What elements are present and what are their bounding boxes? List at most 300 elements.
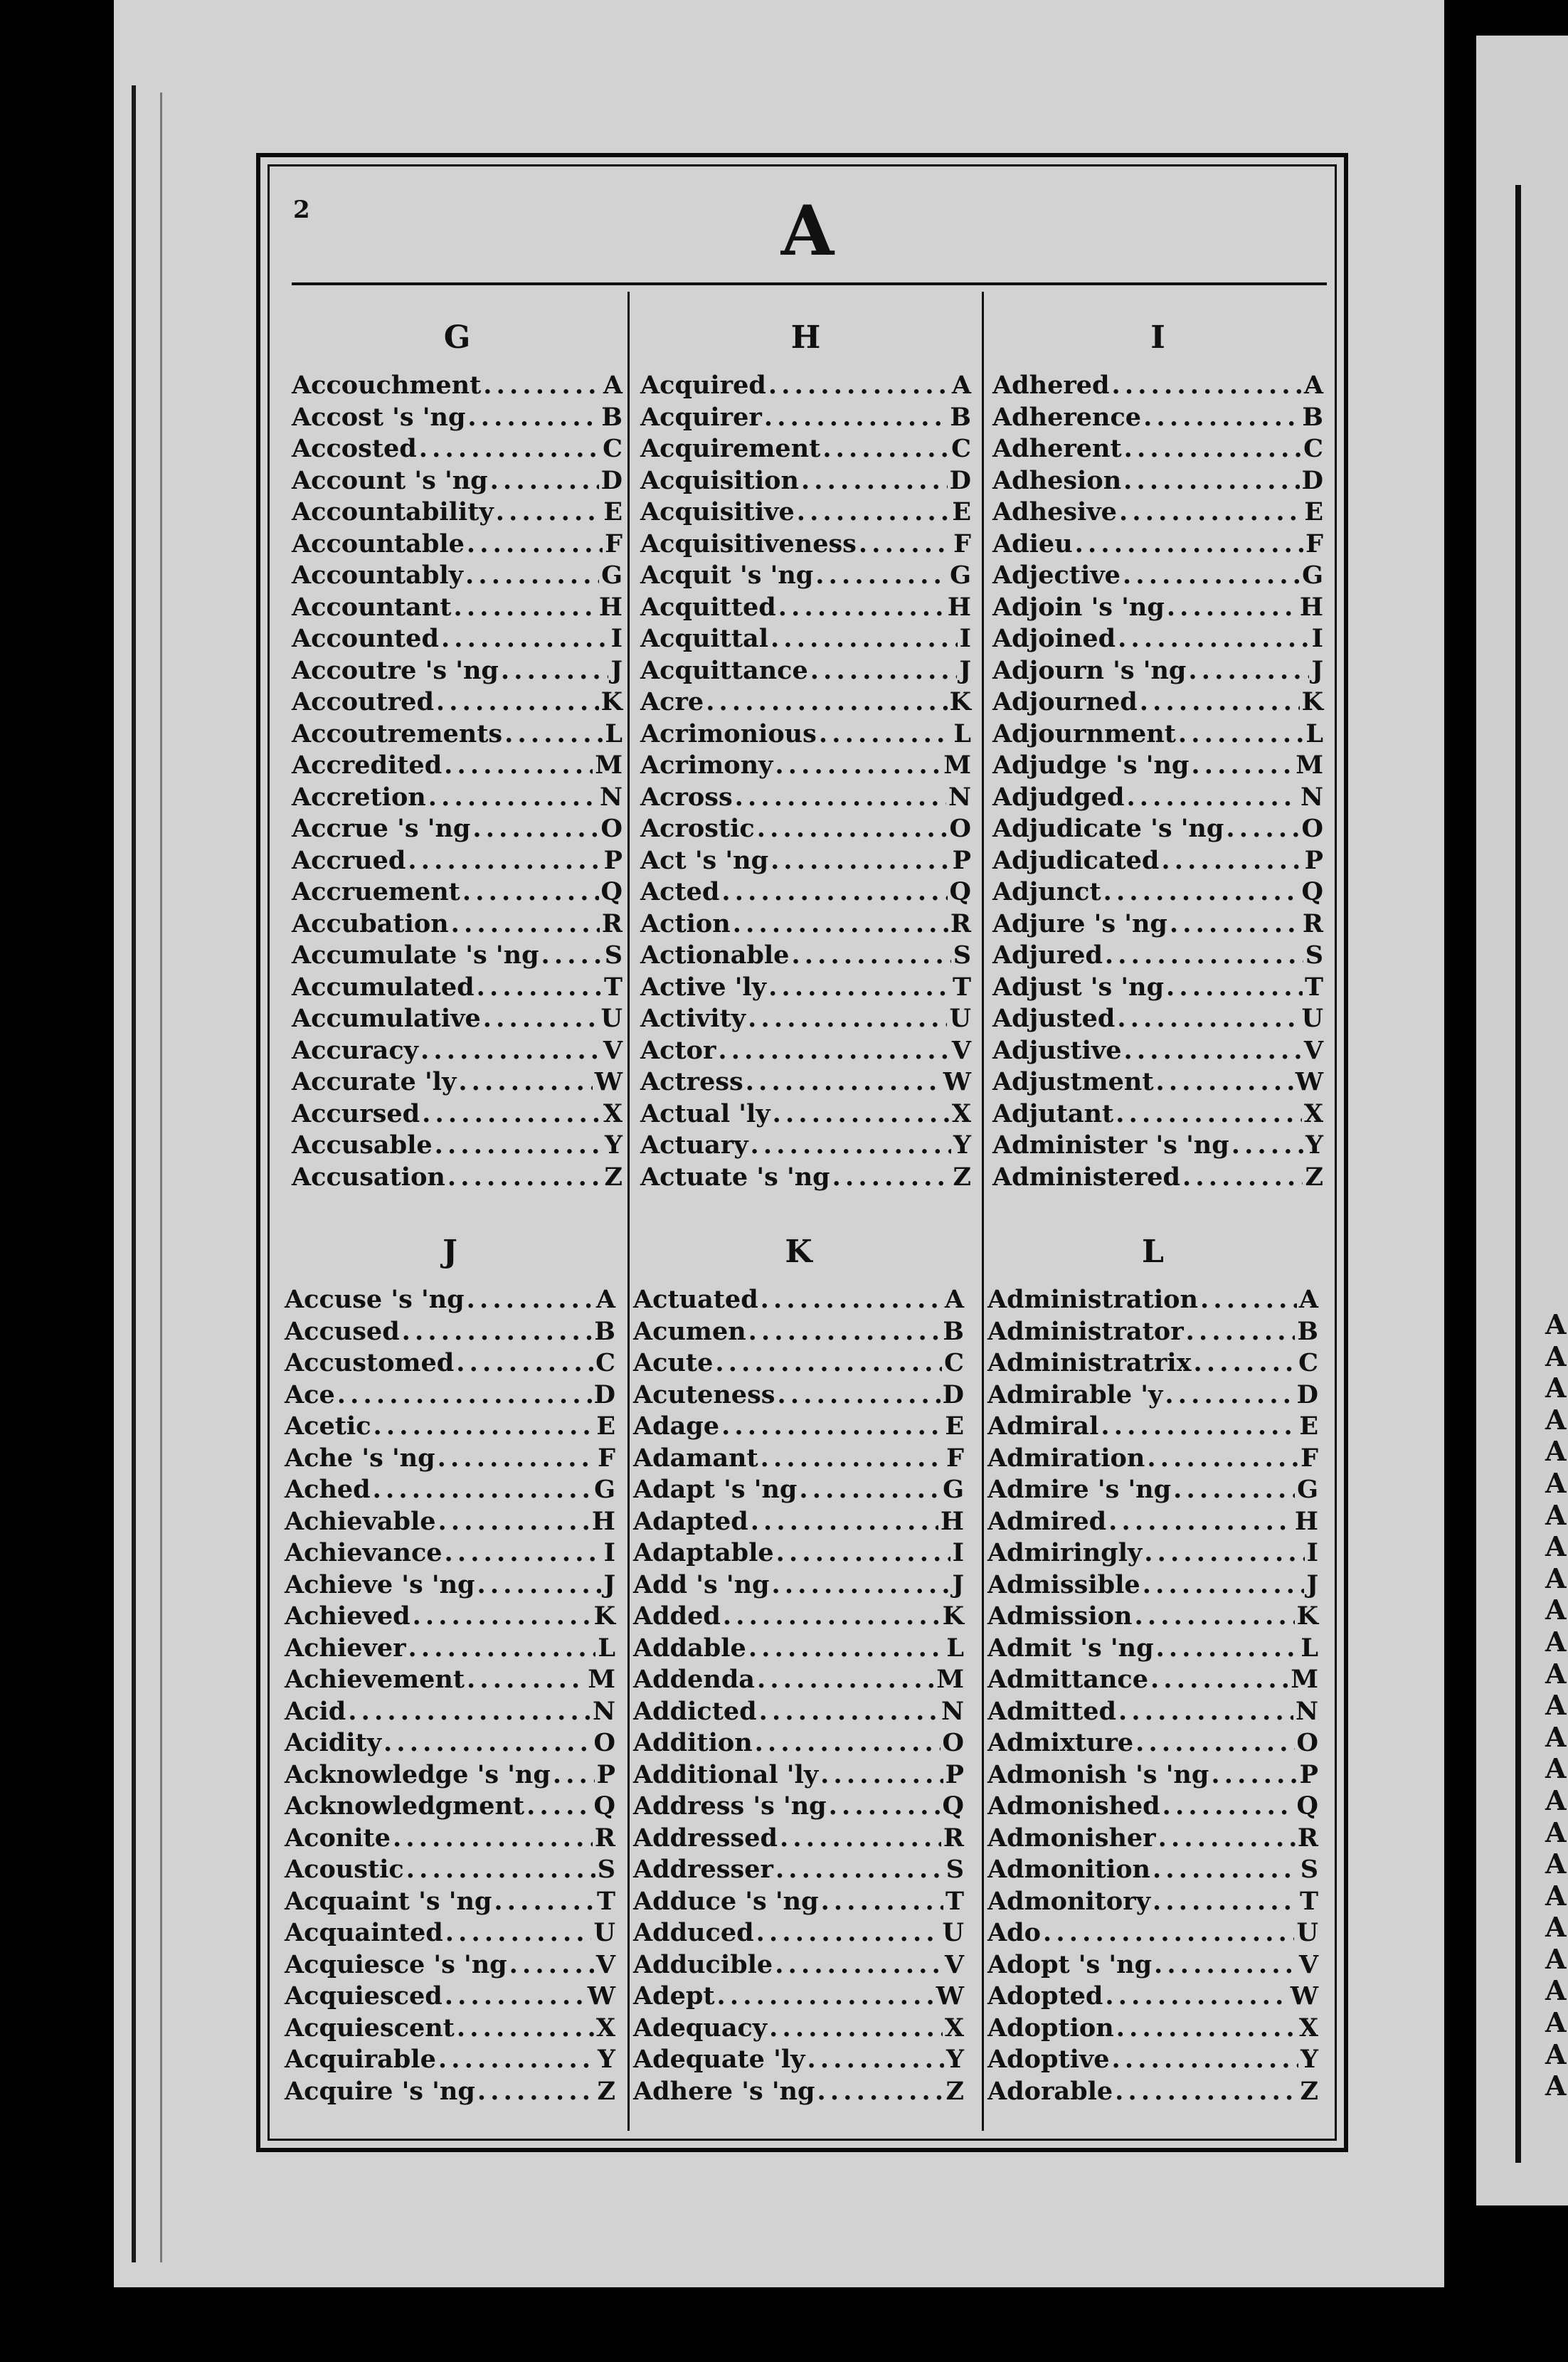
index-entry — [633, 1411, 964, 1443]
dot-leader — [1124, 1035, 1302, 1067]
adjacent-letter: A — [1545, 1340, 1567, 1372]
index-entry — [987, 1633, 1318, 1665]
entry-word: Added — [633, 1601, 721, 1631]
entry-word: Adjured — [992, 941, 1103, 970]
index-entry — [640, 845, 971, 877]
entry-code: W — [587, 1981, 615, 2011]
dot-leader — [706, 687, 947, 719]
index-entry — [640, 1035, 971, 1067]
dot-leader — [791, 940, 950, 972]
index-entry — [633, 1379, 964, 1412]
entry-code: V — [1298, 1949, 1318, 1979]
dot-leader — [477, 2076, 595, 2108]
index-entry — [992, 1066, 1323, 1098]
entry-word: Acquaint 's 'ng — [285, 1886, 492, 1916]
index-entry — [633, 1633, 964, 1665]
entry-code: P — [1299, 1759, 1318, 1789]
dot-leader — [451, 909, 600, 941]
entry-code: F — [598, 1443, 615, 1473]
entry-code: L — [953, 719, 971, 748]
index-entry — [285, 1316, 615, 1348]
index-entry — [640, 782, 971, 814]
entry-code: U — [1301, 1004, 1323, 1033]
entry-code: F — [1301, 1443, 1318, 1473]
index-entry — [640, 719, 971, 751]
entry-word: Achievable — [285, 1506, 436, 1536]
dot-leader — [553, 1759, 595, 1791]
index-entry — [633, 2013, 964, 2045]
entry-code: X — [951, 1098, 971, 1128]
dot-leader — [1154, 1949, 1297, 1981]
entry-word: Adducible — [633, 1949, 773, 1979]
entry-code: N — [1301, 782, 1323, 812]
entry-word: Acquisitiveness — [640, 529, 857, 558]
entry-word: Adaptable — [633, 1538, 774, 1567]
entry-code: I — [1311, 624, 1323, 653]
adjacent-letter: A — [1545, 1372, 1567, 1404]
entry-code: L — [946, 1633, 964, 1663]
index-entry — [285, 1854, 615, 1886]
dot-leader — [1123, 560, 1300, 592]
index-entry — [987, 1347, 1318, 1379]
index-entry — [987, 1981, 1318, 2013]
entry-code: D — [593, 1379, 615, 1409]
entry-word: Actress — [640, 1067, 743, 1096]
index-entry — [285, 1506, 615, 1538]
dot-leader — [1118, 1696, 1293, 1728]
dot-leader — [748, 1003, 947, 1035]
index-entry — [992, 560, 1323, 592]
entry-word: Adopted — [987, 1981, 1103, 2011]
dot-leader — [751, 1130, 951, 1162]
index-entry — [285, 1379, 615, 1412]
entry-word: Adept — [633, 1981, 715, 2011]
index-entry — [992, 1003, 1323, 1035]
index-entry — [640, 655, 971, 687]
entry-code: Z — [1305, 1162, 1323, 1192]
dot-leader — [1231, 1130, 1303, 1162]
dot-leader — [759, 1696, 939, 1728]
entry-word: Acquittance — [640, 655, 808, 685]
entry-code: K — [949, 687, 971, 716]
entry-word: Achievance — [285, 1538, 443, 1567]
index-entry — [987, 1537, 1318, 1569]
entry-word: Acumen — [633, 1316, 746, 1346]
adjacent-letter: A — [1545, 1562, 1567, 1594]
section-letter: J — [443, 1234, 457, 1270]
adjacent-letter: A — [1545, 1784, 1567, 1816]
entry-word: Actuate 's 'ng — [640, 1162, 830, 1192]
index-entry — [992, 1130, 1323, 1162]
entry-word: Actor — [640, 1035, 716, 1065]
entry-word: Admittance — [987, 1665, 1148, 1694]
entry-code: H — [940, 1506, 964, 1536]
dot-leader — [1112, 370, 1302, 402]
index-entry — [285, 1284, 615, 1316]
entry-code: Q — [1296, 1791, 1318, 1821]
entry-word: Accountable — [292, 529, 465, 558]
dot-leader — [799, 1474, 941, 1506]
index-entry — [633, 1917, 964, 1949]
index-entry — [285, 1727, 615, 1759]
dot-leader — [780, 1823, 941, 1855]
entry-word: Acquirer — [640, 402, 762, 432]
index-entry — [992, 370, 1323, 402]
index-entry — [285, 1696, 615, 1728]
entry-code: S — [1305, 941, 1323, 970]
index-entry — [633, 1981, 964, 2013]
entry-code: M — [1296, 751, 1323, 780]
entry-word: Action — [640, 909, 731, 938]
index-entry — [292, 719, 623, 751]
dot-leader — [1165, 1379, 1294, 1412]
entry-word: Administrator — [987, 1316, 1184, 1346]
entry-code: P — [603, 845, 623, 875]
index-entry — [640, 465, 971, 497]
dot-leader — [821, 1886, 943, 1918]
adjacent-letter: A — [1545, 1403, 1567, 1436]
index-entry — [987, 1823, 1318, 1855]
dot-leader — [337, 1379, 592, 1412]
adjacent-letter: A — [1545, 1308, 1567, 1340]
entry-code: D — [949, 465, 971, 495]
dot-leader — [819, 719, 952, 751]
dot-leader — [770, 623, 958, 655]
dot-leader — [1143, 1569, 1305, 1601]
index-entry — [285, 1823, 615, 1855]
index-entry — [292, 529, 623, 561]
index-entry — [285, 2044, 615, 2076]
entry-word: Adherence — [992, 402, 1142, 432]
entry-code: L — [605, 719, 623, 748]
dot-leader — [1117, 1003, 1299, 1035]
entry-word: Additional 'ly — [633, 1759, 819, 1789]
entry-code: Z — [953, 1162, 971, 1192]
index-entry — [292, 623, 623, 655]
index-entry — [640, 877, 971, 909]
entry-word: Accumulate 's 'ng — [292, 941, 539, 970]
entry-code: J — [603, 1569, 615, 1599]
index-entry — [292, 655, 623, 687]
entry-word: Addenda — [633, 1665, 755, 1694]
index-entry — [633, 1886, 964, 1918]
entry-word: Adhesion — [992, 465, 1122, 495]
dot-leader — [1150, 1664, 1288, 1696]
dot-leader — [472, 813, 598, 845]
index-entry — [292, 1162, 623, 1194]
index-entry — [987, 2013, 1318, 2045]
index-entry — [987, 1886, 1318, 1918]
dot-leader — [428, 782, 598, 814]
dot-leader — [717, 1981, 934, 2013]
entry-word: Accrue 's 'ng — [292, 814, 471, 843]
index-entry — [292, 877, 623, 909]
entry-word: Adequacy — [633, 2013, 768, 2043]
entry-code: K — [1301, 687, 1323, 716]
index-entry — [992, 623, 1323, 655]
entry-word: Adage — [633, 1412, 720, 1441]
entry-code: C — [951, 434, 971, 463]
entry-word: Adhered — [992, 371, 1110, 400]
adjacent-letter: A — [1545, 1879, 1567, 1912]
entry-code: W — [936, 1981, 964, 2011]
entry-word: Acquisitive — [640, 497, 795, 526]
dot-leader — [735, 782, 946, 814]
entry-word: Admired — [987, 1506, 1107, 1536]
dot-leader — [383, 1727, 591, 1759]
entry-code: D — [942, 1379, 964, 1409]
entry-code: B — [943, 1316, 964, 1346]
page-number: 2 — [293, 196, 310, 224]
entry-code: K — [593, 1601, 615, 1631]
entry-word: Admiringly — [987, 1538, 1143, 1567]
entry-code: G — [1297, 1475, 1318, 1504]
entry-code: Y — [1305, 1130, 1323, 1160]
entry-code: Q — [593, 1791, 615, 1821]
entry-word: Accounted — [292, 624, 439, 653]
dot-leader — [422, 1098, 601, 1130]
entry-code: A — [595, 1285, 615, 1314]
adjacent-letter: A — [1545, 1911, 1567, 1944]
index-entry — [992, 1162, 1323, 1194]
entry-word: Acrostic — [640, 814, 755, 843]
entry-word: Admitted — [987, 1696, 1117, 1726]
entry-code: P — [1304, 845, 1323, 875]
entry-word: Accretion — [292, 782, 426, 812]
adjacent-letter: A — [1545, 1498, 1567, 1531]
entry-word: Acknowledge 's 'ng — [285, 1759, 551, 1789]
entry-word: Accost 's 'ng — [292, 402, 466, 432]
index-entry — [633, 1347, 964, 1379]
index-entry — [987, 1474, 1318, 1506]
dot-leader — [1153, 1854, 1298, 1886]
entry-code: Z — [597, 2076, 615, 2106]
entry-code: X — [603, 1098, 623, 1128]
heading-letter: A — [780, 191, 835, 271]
entry-word: Acquiescent — [285, 2013, 455, 2043]
entry-word: Accumulative — [292, 1004, 481, 1033]
entry-code: U — [600, 1004, 623, 1033]
index-entry — [987, 1601, 1318, 1633]
entry-code: A — [1303, 371, 1323, 400]
entry-code: H — [591, 1506, 615, 1536]
index-entry — [640, 402, 971, 434]
index-entry — [285, 1601, 615, 1633]
entry-code: M — [1291, 1665, 1318, 1694]
entry-word: Accuracy — [292, 1035, 418, 1065]
entry-word: Acute — [633, 1348, 714, 1377]
entry-word: Adjutant — [992, 1098, 1114, 1128]
dot-leader — [467, 529, 603, 561]
index-entry — [992, 529, 1323, 561]
entry-word: Adamant — [633, 1443, 758, 1473]
index-entry — [992, 750, 1323, 782]
entry-word: Address 's 'ng — [633, 1791, 827, 1821]
index-entry — [992, 402, 1323, 434]
dot-leader — [775, 750, 941, 782]
dot-leader — [757, 813, 948, 845]
dot-leader — [746, 1066, 941, 1098]
dot-leader — [408, 1633, 596, 1665]
entry-word: Achiever — [285, 1633, 406, 1663]
entry-code: C — [595, 1348, 615, 1377]
index-entry — [285, 1791, 615, 1823]
entry-word: Acquire 's 'ng — [285, 2076, 475, 2106]
dot-leader — [764, 402, 948, 434]
dot-leader — [1134, 1601, 1294, 1633]
entry-word: Acquiesced — [285, 1981, 443, 2011]
entry-word: Adopt 's 'ng — [987, 1949, 1153, 1979]
index-entry — [987, 1443, 1318, 1475]
adjacent-letter: A — [1545, 1720, 1567, 1753]
entry-code: R — [594, 1823, 615, 1853]
dot-leader — [1116, 1098, 1302, 1130]
index-entry — [285, 1474, 615, 1506]
entry-code: F — [953, 529, 971, 558]
entry-code: Q — [949, 877, 971, 906]
dot-leader — [494, 1886, 595, 1918]
entry-word: Accosted — [292, 434, 417, 463]
adjacent-letter: A — [1545, 1848, 1567, 1880]
entry-word: Admixture — [987, 1728, 1134, 1757]
entry-word: Adjudged — [992, 782, 1125, 812]
dot-leader — [1147, 1443, 1298, 1475]
entry-word: Accusable — [292, 1130, 433, 1160]
entry-code: N — [600, 782, 623, 812]
index-section-l — [987, 1220, 1318, 2107]
entry-code: S — [604, 941, 623, 970]
index-entry — [292, 687, 623, 719]
entry-code: Y — [598, 2045, 615, 2074]
entry-word: Achieve 's 'ng — [285, 1569, 475, 1599]
index-entry — [633, 2076, 964, 2108]
index-entry — [640, 1003, 971, 1035]
dot-leader — [1156, 1066, 1293, 1098]
entry-code: A — [951, 371, 971, 400]
dot-leader — [1167, 592, 1298, 624]
adjacent-letter: A — [1545, 1752, 1567, 1785]
entry-code: Y — [1301, 2045, 1318, 2074]
dot-leader — [1158, 1823, 1296, 1855]
entry-word: Acquittal — [640, 624, 768, 653]
index-entry — [285, 1443, 615, 1475]
entry-word: Acquainted — [285, 1918, 443, 1947]
column-divider-1 — [627, 292, 630, 2131]
index-entry — [992, 687, 1323, 719]
entry-code: D — [600, 465, 623, 495]
entry-word: Adjoined — [992, 624, 1116, 653]
section-letter: I — [1150, 319, 1165, 356]
index-entry — [292, 497, 623, 529]
entry-code: U — [949, 1004, 971, 1033]
dot-leader — [1135, 1727, 1294, 1759]
entry-word: Acknowledgment — [285, 1791, 525, 1821]
heading-rule — [292, 282, 1327, 285]
entry-code: T — [952, 972, 971, 1002]
dot-leader — [483, 370, 601, 402]
index-section-g — [292, 306, 623, 1193]
page-edge-line — [132, 85, 136, 2262]
entry-word: Addressed — [633, 1823, 778, 1853]
entry-code: W — [594, 1067, 623, 1096]
entry-word: Accumulated — [292, 972, 475, 1002]
entry-word: Acrimonious — [640, 719, 817, 748]
entry-word: Accurate 'ly — [292, 1067, 457, 1096]
entry-word: Admire 's 'ng — [987, 1475, 1172, 1504]
dot-leader — [438, 1443, 596, 1475]
entry-word: Actuary — [640, 1130, 748, 1160]
entry-code: Y — [605, 1130, 623, 1160]
index-entry — [987, 2076, 1318, 2108]
dot-leader — [822, 433, 949, 465]
index-entry — [987, 1727, 1318, 1759]
section-letter: L — [1142, 1234, 1164, 1270]
dot-leader — [467, 1664, 586, 1696]
dot-leader — [773, 1098, 950, 1130]
index-entry — [285, 1347, 615, 1379]
index-entry — [992, 782, 1323, 814]
index-entry — [987, 1791, 1318, 1823]
entry-code: B — [1302, 402, 1323, 432]
entry-code: G — [1302, 561, 1323, 590]
index-entry — [292, 782, 623, 814]
entry-code: E — [952, 497, 971, 526]
index-entry — [285, 1886, 615, 1918]
section-letter: K — [785, 1234, 812, 1270]
entry-code: T — [945, 1886, 964, 1916]
dot-leader — [820, 1759, 943, 1791]
dot-leader — [465, 560, 599, 592]
index-entry — [640, 909, 971, 941]
dot-leader — [438, 2044, 595, 2076]
index-entry — [285, 2013, 615, 2045]
entry-code: O — [942, 1728, 964, 1757]
index-entry — [987, 1664, 1318, 1696]
entry-word: Accusation — [292, 1162, 445, 1192]
dot-leader — [772, 1569, 950, 1601]
entry-word: Acquirement — [640, 434, 821, 463]
entry-word: Addition — [633, 1728, 753, 1757]
entry-word: Adjustment — [992, 1067, 1154, 1096]
entry-code: O — [593, 1728, 615, 1757]
dot-leader — [526, 1791, 591, 1823]
index-entry — [992, 655, 1323, 687]
entry-code: W — [1290, 1981, 1318, 2011]
entry-code: U — [942, 1918, 964, 1947]
index-entry — [633, 1664, 964, 1696]
dot-leader — [1124, 433, 1301, 465]
dot-leader — [1166, 972, 1303, 1004]
dot-leader — [1162, 1791, 1295, 1823]
entry-code: T — [1304, 972, 1323, 1002]
entry-code: S — [953, 941, 971, 970]
entry-code: X — [1303, 1098, 1323, 1128]
dot-leader — [1119, 497, 1302, 529]
dot-leader — [810, 655, 958, 687]
dot-leader — [444, 750, 593, 782]
dot-leader — [769, 2013, 943, 2045]
index-entry — [987, 1854, 1318, 1886]
dot-leader — [1112, 2044, 1298, 2076]
entry-word: Adapt 's 'ng — [633, 1475, 798, 1504]
entry-code: V — [951, 1035, 971, 1065]
entry-code: K — [1296, 1601, 1318, 1631]
dot-leader — [483, 1003, 599, 1035]
dot-leader — [1075, 529, 1304, 561]
index-entry — [292, 750, 623, 782]
index-entry — [633, 1474, 964, 1506]
index-entry — [640, 940, 971, 972]
